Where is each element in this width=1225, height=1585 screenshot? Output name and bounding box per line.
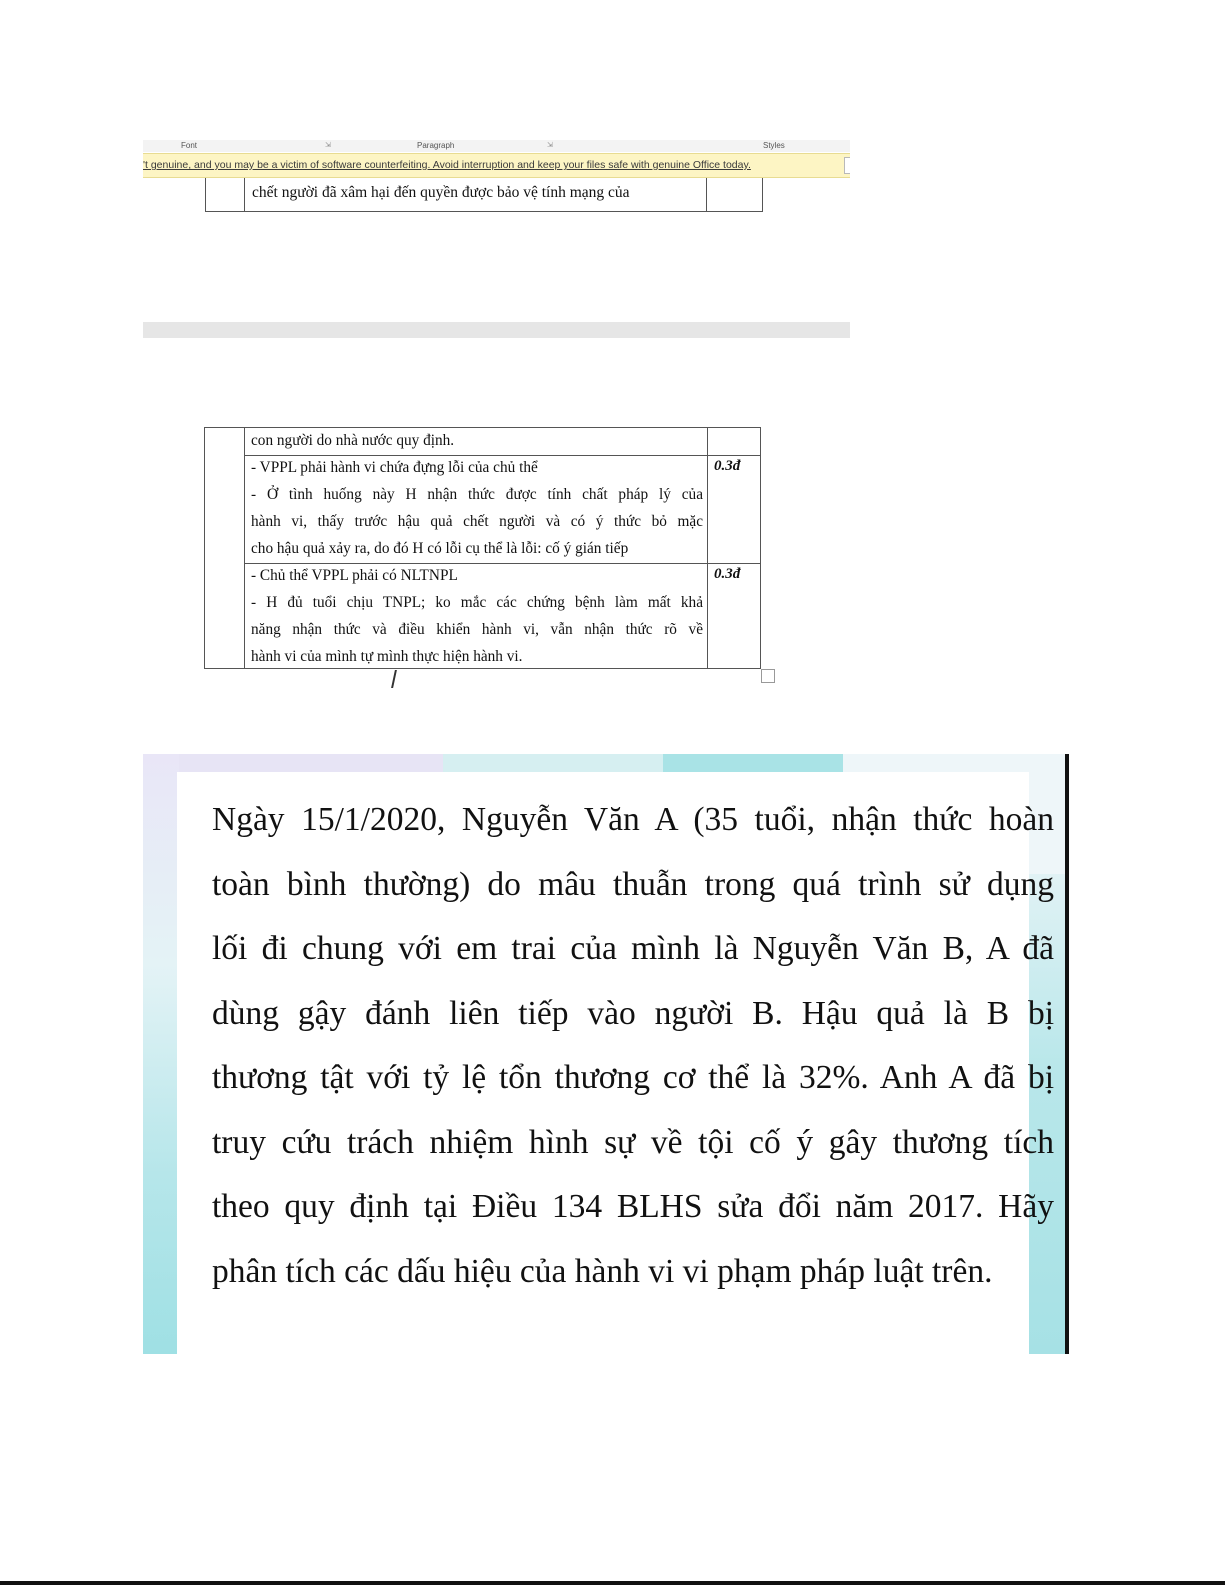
- problem-line: truy cứu trách nhiệm hình sự về tội cố ý gây thương tích: [212, 1123, 1054, 1161]
- table-line: con người do nhà nước quy định.: [251, 432, 455, 449]
- warning-action-button[interactable]: [844, 157, 850, 174]
- page-separator: [143, 322, 850, 338]
- text-cursor-icon: [391, 670, 397, 688]
- table-fragment-top: [205, 178, 763, 212]
- table-line: hành vi, thấy trước hậu quả chết người và có ý thức bỏ mặc: [251, 513, 703, 530]
- table-line: - Ở tình huống này H nhận thức được tính chất pháp lý của: [251, 486, 703, 503]
- ribbon-group-labels: [143, 140, 850, 152]
- problem-line: theo quy định tại Điều 134 BLHS sửa đổi năm 2017. Hãy: [212, 1188, 1054, 1225]
- page-bottom-edge: [0, 1581, 1225, 1585]
- ribbon-styles-label: Styles: [763, 141, 785, 150]
- problem-line: lối đi chung với em trai của mình là Nguyễn Văn B, A đã: [212, 930, 1054, 967]
- table-divider: [244, 428, 245, 668]
- problem-line: thương tật với tỷ lệ tổn thương cơ thể là 32%. Anh A đã bị: [212, 1059, 1054, 1096]
- ribbon-paragraph-label: Paragraph: [417, 141, 455, 150]
- font-dialog-launcher-icon[interactable]: ⇲: [325, 142, 331, 149]
- slide-decoration: [443, 754, 663, 772]
- problem-line: dùng gậy đánh liên tiếp vào người B. Hậu quả là B bị: [212, 994, 1054, 1032]
- slide-decoration: [143, 754, 443, 772]
- exercise-slide: [143, 754, 1069, 1354]
- ribbon-font-label: Font: [181, 141, 198, 150]
- table-line: - H đủ tuổi chịu TNPL; ko mắc các chứng bệnh làm mất khả: [251, 594, 703, 611]
- warning-message[interactable]: 't genuine, and you may be a victim of software counterfeiting. Avoid interruption and keep your files safe with genuine Office today.: [143, 159, 751, 171]
- slide-border: [1065, 754, 1069, 1354]
- row-3-score: 0.3đ: [714, 566, 741, 582]
- genuine-office-warning-bar: [143, 153, 850, 178]
- slide-decoration: [663, 754, 843, 772]
- table-row-3-content: [251, 562, 703, 670]
- table-line: - VPPL phải hành vi chứa đựng lỗi của chủ thể: [251, 459, 538, 476]
- slide-decoration: [143, 754, 179, 1354]
- word-screenshot-top: [143, 140, 850, 215]
- table-divider: [244, 178, 245, 211]
- table-row-1-content: [251, 427, 703, 454]
- slide-paper: [177, 772, 1054, 1354]
- row-2-score: 0.3đ: [714, 458, 741, 474]
- table-divider: [707, 428, 708, 668]
- table-divider: [706, 178, 707, 211]
- table-resize-handle[interactable]: [761, 669, 775, 683]
- problem-statement: [212, 788, 1054, 1304]
- table-row-2-content: [251, 454, 703, 562]
- problem-line: phân tích các dấu hiệu của hành vi vi phạm pháp luật trên.: [212, 1252, 993, 1290]
- table-cell-text: chết người đã xâm hại đến quyền được bảo vệ tính mạng của: [252, 184, 630, 201]
- paragraph-dialog-launcher-icon[interactable]: ⇲: [547, 142, 553, 149]
- table-line: hành vi của mình tự mình thực hiện hành vi.: [251, 648, 523, 665]
- grading-table: [204, 427, 761, 669]
- word-screenshot-table: [204, 427, 779, 689]
- problem-line: toàn bình thường) do mâu thuẫn trong quá trình sử dụng: [212, 865, 1054, 903]
- table-line: - Chủ thể VPPL phải có NLTNPL: [251, 567, 458, 584]
- table-line: cho hậu quả xảy ra, do đó H có lỗi cụ thể là lỗi: cố ý gián tiếp: [251, 540, 629, 557]
- problem-line: Ngày 15/1/2020, Nguyễn Văn A (35 tuổi, nhận thức hoàn: [212, 801, 1054, 838]
- table-line: năng nhận thức và điều khiển hành vi, vẫn nhận thức rõ về: [251, 621, 703, 638]
